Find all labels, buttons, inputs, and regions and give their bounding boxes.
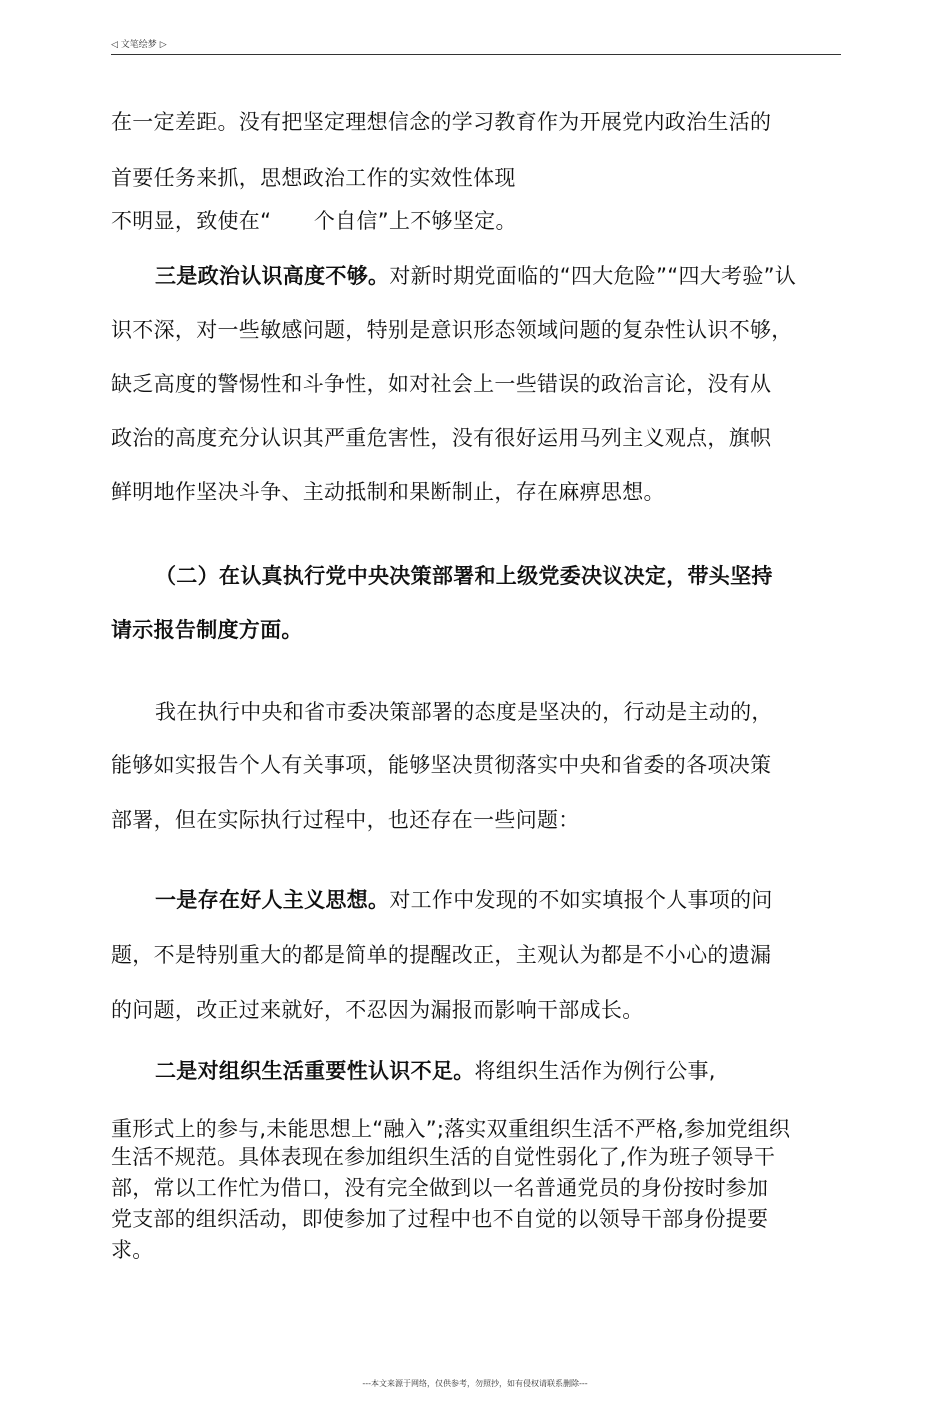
point-text: 对新时期党面临的“四大危险”“四大考验”认 bbox=[389, 264, 797, 288]
text-line: 鲜明地作坚决斗争、主动抵制和果断制止，存在麻痹思想。 bbox=[111, 480, 665, 504]
text-line: 部署，但在实际执行过程中，也还存在一些问题： bbox=[111, 808, 580, 832]
point-text: 将组织生活作为例行公事, bbox=[474, 1059, 716, 1083]
header-title: 文笔绘梦 bbox=[120, 40, 157, 50]
text-line: 缺乏高度的警惕性和斗争性，如对社会上一些错误的政治言论，没有从 bbox=[111, 372, 772, 396]
text-line: 党支部的组织活动，即使参加了过程中也不自觉的以领导干部身份提要 bbox=[111, 1207, 769, 1231]
text-line: 题，不是特别重大的都是简单的提醒改正，主观认为都是不小心的遗漏 bbox=[111, 943, 772, 967]
page-header bbox=[111, 38, 841, 55]
text-line: 不明显，致使在“ 个自信”上不够坚定。 bbox=[111, 209, 517, 233]
text-line: 在一定差距。没有把坚定理想信念的学习教育作为开展党内政治生活的 bbox=[111, 110, 772, 134]
point-heading: 二是对组织生活重要性认识不足。 bbox=[155, 1059, 475, 1083]
text-line: 政治的高度充分认识其严重危害性，没有很好运用马列主义观点，旗帜 bbox=[111, 426, 772, 450]
text-line: 能够如实报告个人有关事项，能够坚决贯彻落实中央和省委的各项决策 bbox=[111, 753, 772, 777]
point-heading: 三是政治认识高度不够。 bbox=[155, 264, 390, 288]
section-heading: 请示报告制度方面。 bbox=[111, 618, 303, 642]
text-line bbox=[155, 886, 773, 914]
text-line bbox=[155, 262, 796, 290]
text-line bbox=[155, 1057, 716, 1085]
text-line: 的问题，改正过来就好，不忍因为漏报而影响干部成长。 bbox=[111, 998, 644, 1022]
page-footer: ---本文来源于网络，仅供参考，勿照抄，如有侵权请联系删除--- bbox=[362, 1379, 588, 1388]
right-arrow-icon: ▷ bbox=[159, 40, 167, 50]
text-line: 我在执行中央和省市委决策部署的态度是坚决的，行动是主动的， bbox=[155, 700, 773, 724]
text-line: 识不深，对一些敏感问题，特别是意识形态领域问题的复杂性认识不够， bbox=[111, 318, 793, 342]
text-line: 重形式上的参与,未能思想上“融入”;落实双重组织生活不严格,参加党组织 bbox=[111, 1117, 791, 1141]
text-line: 部，常以工作忙为借口，没有完全做到以一名普通党员的身份按时参加 bbox=[111, 1176, 769, 1200]
point-heading: 一是存在好人主义思想。 bbox=[155, 888, 390, 912]
text-line: 求。 bbox=[111, 1238, 154, 1262]
point-text: 对工作中发现的不如实填报个人事项的问 bbox=[389, 888, 773, 912]
text-line: 生活不规范。具体表现在参加组织生活的自觉性弱化了,作为班子领导干 bbox=[111, 1145, 776, 1169]
left-arrow-icon: ◁ bbox=[111, 40, 118, 50]
section-heading: （二）在认真执行党中央决策部署和上级党委决议决定，带头坚持 bbox=[155, 564, 773, 588]
text-line: 首要任务来抓，思想政治工作的实效性体现 bbox=[111, 166, 516, 190]
